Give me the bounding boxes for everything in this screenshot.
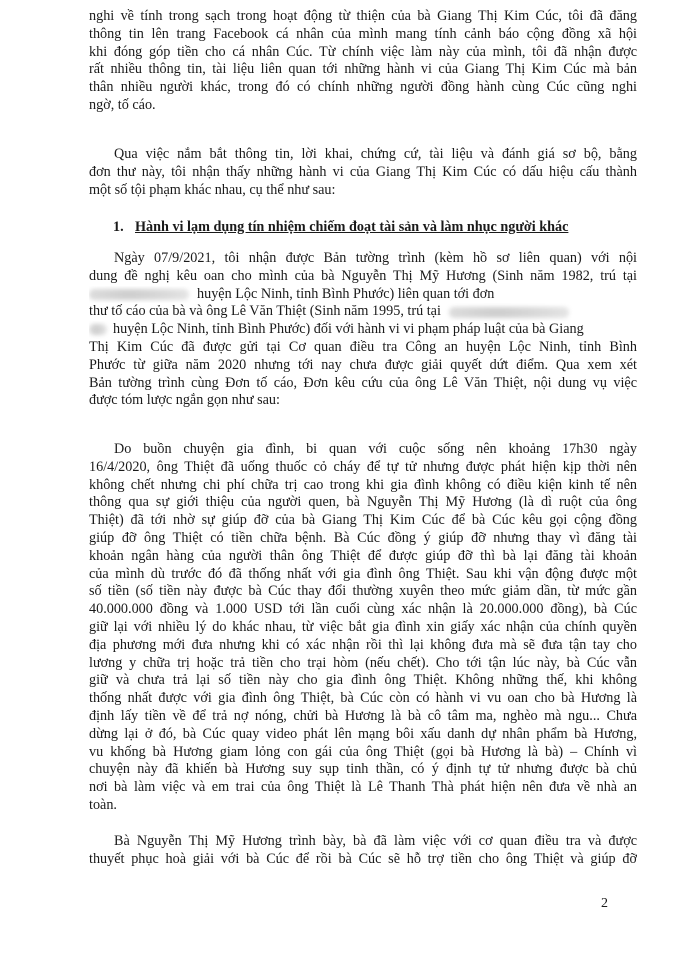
section-title: Hành vi lạm dụng tín nhiệm chiếm đoạt tài sản và làm nhục người khác [135, 219, 569, 235]
section-number: 1. [113, 219, 124, 235]
text-line: Ngày 07/9/2021, tôi nhận được Bản tường trình (kèm hồ sơ liên quan) với nội [114, 250, 637, 266]
text-line: giữ và chưa trả lại số tiền này cho gia đình ông Thiệt. Không những thế, khi không [89, 672, 637, 689]
text-line: Thị Kim Cúc đã được gửi tại Cơ quan điều tra Công an huyện Lộc Ninh, tỉnh Bình [89, 338, 637, 355]
text-line: được tóm lược ngắn gọn như sau: [89, 392, 280, 409]
text-line: 16/4/2020, ông Thiệt đã uống thuốc cỏ cháy để tự tử nhưng được phát hiện kịp thời nên [89, 458, 637, 475]
paragraph-report [89, 250, 637, 410]
text-line: Bà Nguyễn Thị Mỹ Hương trình bày, bà đã làm việc với cơ quan điều tra và được [114, 833, 637, 849]
text-line: thông qua sự giới thiệu của người quen, bà Nguyễn Thị Mỹ Hương (là dì ruột của ông [89, 494, 637, 511]
text-line: dừng lại ở đó, bà Cúc quay video phát lên mạng bôi xấu danh dự nhân phẩm bà Hương, [89, 725, 637, 742]
text-line-redacted [89, 321, 637, 339]
text-line: dung đề nghị kêu oan cho mình của bà Nguyễn Thị Mỹ Hương (Sinh năm 1982, trú tại [89, 267, 637, 284]
paragraph-incident [89, 441, 637, 815]
text-line: ngờ, tố cáo. [89, 96, 156, 113]
text-line: định lấy tiền về để trả nợ nóng, chửi bà Hương là bà cô tâm ma, nghèo mà ngu... Chưa [89, 707, 637, 724]
text-line: Bản tường trình cùng Đơn tố cáo, Đơn kêu cứu của ông Lê Văn Thiệt, nội dung vụ việc [89, 374, 637, 391]
text-line: Qua việc nắm bắt thông tin, lời khai, chứng cứ, tài liệu và đánh giá sơ bộ, bằng [114, 146, 637, 162]
redacted-address-blur [89, 324, 107, 335]
text-line: đơn thư này, tôi nhận thấy những hành vi của Giang Thị Kim Cúc có dấu hiệu cấu thành [89, 163, 637, 180]
text-line: chuyện này đã khiến bà Hương suy sụp tinh thần, có ý định tự tử nhưng được bà chủ [89, 761, 637, 778]
text-line: khi đóng góp tiền cho cá nhân Cúc. Từ chính việc làm này của mình, tôi đã nhận được [89, 43, 637, 60]
section-heading [113, 218, 633, 236]
paragraph-intro [89, 8, 637, 115]
text-line: không chết nhưng chi phí chữa trị cao trong khi gia đình không có điều kiện kinh tế nên [89, 476, 637, 493]
text-line: khoản ngân hàng của người thân ông Thiệt để được giúp đỡ thì bà lại đăng tài khoản [89, 547, 637, 564]
text-fragment: huyện Lộc Ninh, tỉnh Bình Phước) liên quan tới đơn [197, 285, 495, 302]
text-line: lương y chữa trị hoặc trả tiền cho trại hòm (nếu chết). Cho tới tận lúc này, bà Cúc vẫn [89, 654, 637, 671]
text-line: giúp đỡ ông Thiệt có tiền chữa bệnh. Bà Cúc đồng ý giúp đỡ nhưng thay vì đăng tài [89, 529, 637, 546]
text-line: nơi bà làm việc và em trai của ông Thiệt là Lê Thanh Thà phát hiện nên đưa về nhà an [89, 779, 637, 796]
text-line: địa phương mới đưa nhưng khi có xác nhận rồi thì lại không đưa mà sẽ đưa tận tay cho [89, 636, 637, 653]
text-line: vu khống bà Hương giam lỏng con gái của ông Thiệt (gọi bà Hương là bà) – Chính vì [89, 743, 637, 760]
page-number: 2 [601, 896, 608, 911]
text-fragment: huyện Lộc Ninh, tỉnh Bình Phước) đối với hành vi vi phạm pháp luật của bà Giang [113, 321, 584, 338]
text-line: thông tin lên trang Facebook cá nhân của mình mang tính cảnh báo cộng đồng xã hội [89, 25, 637, 42]
text-line: số tiền (số tiền này được bà Cúc thay đổi thường xuyên theo mức giảm dần, từ mức gần [89, 583, 637, 600]
text-line: rất nhiều thông tin, tài liệu liên quan tới những hành vi của Giang Thị Kim Cúc mà bản [89, 61, 637, 78]
text-line: 40.000.000 đồng và 1.000 USD tới lần cuối cùng xác nhận là 20.000.000 đồng), bà Cúc [89, 601, 637, 618]
text-line: Phước từ giữa năm 2020 nhưng tới nay chưa được giải quyết dứt điểm. Qua xem xét [89, 356, 637, 373]
text-line: Do buồn chuyện gia đình, bi quan với cuộc sống nên khoảng 17h30 ngày [114, 441, 637, 457]
text-line: giữ lại với nhiều lý do khác nhau, từ việc bắt gia đình xin giấy xác nhận của chính quyền [89, 618, 637, 635]
text-line: một số tội phạm khác nhau, cụ thể như sau: [89, 181, 336, 198]
text-line: nghi về tính trong sạch trong hoạt động từ thiện của bà Giang Thị Kim Cúc, tôi đã đăng [89, 8, 637, 24]
text-line-redacted [89, 303, 637, 321]
text-line: của mình dù trước đó đã thống nhất với gia đình ông Thiệt. Sau khi vận động được một [89, 565, 637, 582]
paragraph-assessment [89, 146, 637, 199]
text-line: toàn. [89, 796, 117, 813]
text-line-redacted [89, 286, 637, 304]
text-line: thân nhiều người khác, trong đó có chính những người đồng hành cùng Cúc cũng nghi [89, 79, 637, 96]
text-line: thuyết phục hoà giải với bà Cúc để rồi bà Cúc sẽ hỗ trợ tiền cho ông Thiệt và giúp đỡ [89, 850, 637, 867]
text-line: Thiệt) đã tới nhờ sự giúp đỡ của bà Giang Thị Kim Cúc để bà Cúc kêu gọi cộng đồng [89, 512, 637, 529]
paragraph-testimony [89, 833, 637, 869]
text-fragment: thư tố cáo của bà và ông Lê Văn Thiệt (Sinh năm 1995, trú tại [89, 303, 441, 320]
redacted-address-blur [89, 289, 189, 300]
redacted-address-blur [449, 307, 569, 318]
text-line: thống nhất được với gia đình ông Thiệt, bà Cúc còn có hành vi vu oan cho bà Hương là [89, 690, 637, 707]
